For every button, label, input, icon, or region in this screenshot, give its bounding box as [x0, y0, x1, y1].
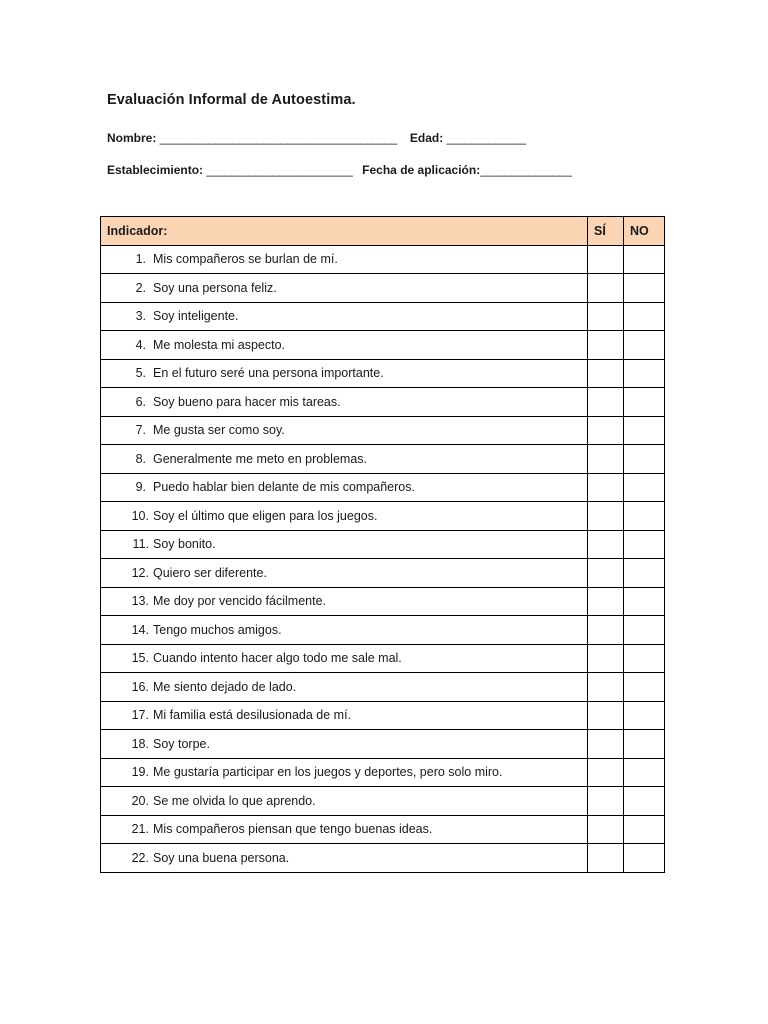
- indicator-cell: [101, 274, 588, 303]
- no-checkbox-cell[interactable]: [624, 331, 665, 360]
- header-indicador: Indicador:: [101, 217, 588, 246]
- table-row: [101, 302, 665, 331]
- item-number: 9.: [135, 480, 146, 495]
- no-checkbox-cell[interactable]: [624, 416, 665, 445]
- item-number: 11.: [132, 537, 149, 552]
- table-header-row: [101, 217, 665, 246]
- indicator-cell: [101, 502, 588, 531]
- form-line-establecimiento-fecha: [107, 163, 571, 177]
- item-text: Soy una persona feliz.: [153, 280, 277, 295]
- indicator-cell: [101, 388, 588, 417]
- item-text: Mi familia está desilusionada de mí.: [153, 708, 352, 723]
- item-number: 18.: [131, 736, 149, 751]
- indicator-cell: [101, 302, 588, 331]
- indicator-cell: [101, 730, 588, 759]
- table-row: [101, 473, 665, 502]
- item-text: Cuando intento hacer algo todo me sale mal.: [153, 651, 402, 666]
- indicator-cell: [101, 416, 588, 445]
- indicator-cell: [101, 815, 588, 844]
- si-checkbox-cell[interactable]: [588, 758, 624, 787]
- item-text: Me gustaría participar en los juegos y deportes, pero solo miro.: [153, 765, 503, 780]
- item-text: Generalmente me meto en problemas.: [153, 451, 367, 466]
- indicator-cell: [101, 445, 588, 474]
- item-text: Mis compañeros se burlan de mí.: [153, 252, 338, 267]
- item-text: Mis compañeros piensan que tengo buenas ideas.: [153, 822, 433, 837]
- indicator-cell: [101, 587, 588, 616]
- nombre-label: Nombre:: [107, 131, 157, 145]
- no-checkbox-cell[interactable]: [624, 245, 665, 274]
- fecha-label: Fecha de aplicación:: [362, 163, 481, 177]
- indicator-cell: [101, 473, 588, 502]
- indicator-cell: [101, 616, 588, 645]
- indicator-cell: [101, 701, 588, 730]
- header-no: NO: [624, 217, 665, 246]
- no-checkbox-cell[interactable]: [624, 445, 665, 474]
- item-number: 12.: [131, 565, 149, 580]
- item-text: Me siento dejado de lado.: [153, 679, 297, 694]
- no-checkbox-cell[interactable]: [624, 530, 665, 559]
- si-checkbox-cell[interactable]: [588, 302, 624, 331]
- table-row: [101, 587, 665, 616]
- table-row: [101, 644, 665, 673]
- indicator-cell: [101, 673, 588, 702]
- item-text: Soy torpe.: [153, 736, 210, 751]
- si-checkbox-cell[interactable]: [588, 673, 624, 702]
- si-checkbox-cell[interactable]: [588, 730, 624, 759]
- si-checkbox-cell[interactable]: [588, 815, 624, 844]
- si-checkbox-cell[interactable]: [588, 844, 624, 873]
- table-row: [101, 673, 665, 702]
- item-number: 3.: [135, 309, 146, 324]
- no-checkbox-cell[interactable]: [624, 559, 665, 588]
- nombre-field[interactable]: _______________________________________: [159, 131, 397, 145]
- si-checkbox-cell[interactable]: [588, 245, 624, 274]
- no-checkbox-cell[interactable]: [624, 815, 665, 844]
- si-checkbox-cell[interactable]: [588, 530, 624, 559]
- item-number: 21.: [131, 822, 149, 837]
- item-text: Soy el último que eligen para los juegos.: [153, 508, 378, 523]
- item-text: Se me olvida lo que aprendo.: [153, 793, 316, 808]
- table-row: [101, 758, 665, 787]
- no-checkbox-cell[interactable]: [624, 587, 665, 616]
- edad-label: Edad:: [409, 131, 444, 145]
- establecimiento-field[interactable]: ________________________: [206, 163, 353, 177]
- no-checkbox-cell[interactable]: [624, 644, 665, 673]
- table-row: [101, 416, 665, 445]
- form-line-nombre-edad: [107, 131, 526, 145]
- si-checkbox-cell[interactable]: [588, 502, 624, 531]
- header-si: SÍ: [588, 217, 624, 246]
- no-checkbox-cell[interactable]: [624, 844, 665, 873]
- no-checkbox-cell[interactable]: [624, 473, 665, 502]
- no-checkbox-cell[interactable]: [624, 502, 665, 531]
- si-checkbox-cell[interactable]: [588, 473, 624, 502]
- table-row: [101, 445, 665, 474]
- table-row: [101, 787, 665, 816]
- no-checkbox-cell[interactable]: [624, 701, 665, 730]
- item-number: 22.: [131, 850, 149, 865]
- si-checkbox-cell[interactable]: [588, 616, 624, 645]
- table-row: [101, 530, 665, 559]
- item-number: 20.: [131, 793, 149, 808]
- indicator-cell: [101, 758, 588, 787]
- table-row: [101, 245, 665, 274]
- si-checkbox-cell[interactable]: [588, 388, 624, 417]
- item-number: 16.: [131, 679, 149, 694]
- no-checkbox-cell[interactable]: [624, 730, 665, 759]
- indicator-cell: [101, 787, 588, 816]
- si-checkbox-cell[interactable]: [588, 274, 624, 303]
- si-checkbox-cell[interactable]: [588, 587, 624, 616]
- item-text: Me molesta mi aspecto.: [153, 337, 285, 352]
- item-number: 1.: [135, 252, 146, 267]
- si-checkbox-cell[interactable]: [588, 559, 624, 588]
- item-number: 19.: [131, 765, 149, 780]
- indicator-cell: [101, 530, 588, 559]
- table-row: [101, 559, 665, 588]
- page-title: Evaluación Informal de Autoestima.: [107, 92, 356, 108]
- item-number: 13.: [131, 594, 149, 609]
- no-checkbox-cell[interactable]: [624, 302, 665, 331]
- fecha-field[interactable]: _______________: [480, 163, 572, 177]
- table-row: [101, 502, 665, 531]
- item-number: 17.: [131, 708, 149, 723]
- table-row: [101, 701, 665, 730]
- establecimiento-label: Establecimiento:: [107, 163, 204, 177]
- no-checkbox-cell[interactable]: [624, 758, 665, 787]
- item-number: 7.: [135, 423, 146, 438]
- table-row: [101, 730, 665, 759]
- indicator-cell: [101, 559, 588, 588]
- table-row: [101, 844, 665, 873]
- no-checkbox-cell[interactable]: [624, 616, 665, 645]
- si-checkbox-cell[interactable]: [588, 416, 624, 445]
- si-checkbox-cell[interactable]: [588, 787, 624, 816]
- item-number: 2.: [135, 280, 146, 295]
- item-number: 10.: [131, 508, 149, 523]
- indicator-cell: [101, 359, 588, 388]
- table-row: [101, 616, 665, 645]
- item-text: Me doy por vencido fácilmente.: [153, 594, 327, 609]
- item-text: Soy inteligente.: [153, 309, 239, 324]
- no-checkbox-cell[interactable]: [624, 274, 665, 303]
- item-text: Me gusta ser como soy.: [153, 423, 285, 438]
- indicator-cell: [101, 331, 588, 360]
- si-checkbox-cell[interactable]: [588, 701, 624, 730]
- item-text: Tengo muchos amigos.: [153, 622, 282, 637]
- item-number: 8.: [135, 451, 146, 466]
- evaluation-table: [100, 216, 665, 873]
- no-checkbox-cell[interactable]: [624, 787, 665, 816]
- item-text: Quiero ser diferente.: [153, 565, 267, 580]
- item-number: 4.: [135, 337, 146, 352]
- table-row: [101, 815, 665, 844]
- edad-field[interactable]: _____________: [446, 131, 526, 145]
- item-number: 6.: [135, 394, 146, 409]
- no-checkbox-cell[interactable]: [624, 673, 665, 702]
- table-row: [101, 388, 665, 417]
- item-number: 14.: [131, 622, 149, 637]
- no-checkbox-cell[interactable]: [624, 388, 665, 417]
- item-text: Puedo hablar bien delante de mis compañeros.: [153, 480, 415, 495]
- indicator-cell: [101, 245, 588, 274]
- item-number: 15.: [131, 651, 149, 666]
- item-text: Soy bueno para hacer mis tareas.: [153, 394, 341, 409]
- indicator-cell: [101, 844, 588, 873]
- indicator-cell: [101, 644, 588, 673]
- si-checkbox-cell[interactable]: [588, 644, 624, 673]
- si-checkbox-cell[interactable]: [588, 445, 624, 474]
- item-text: En el futuro seré una persona importante.: [153, 366, 384, 381]
- table-row: [101, 331, 665, 360]
- table-row: [101, 359, 665, 388]
- item-text: Soy bonito.: [153, 537, 216, 552]
- si-checkbox-cell[interactable]: [588, 331, 624, 360]
- table-row: [101, 274, 665, 303]
- no-checkbox-cell[interactable]: [624, 359, 665, 388]
- item-text: Soy una buena persona.: [153, 850, 290, 865]
- si-checkbox-cell[interactable]: [588, 359, 624, 388]
- item-number: 5.: [135, 366, 146, 381]
